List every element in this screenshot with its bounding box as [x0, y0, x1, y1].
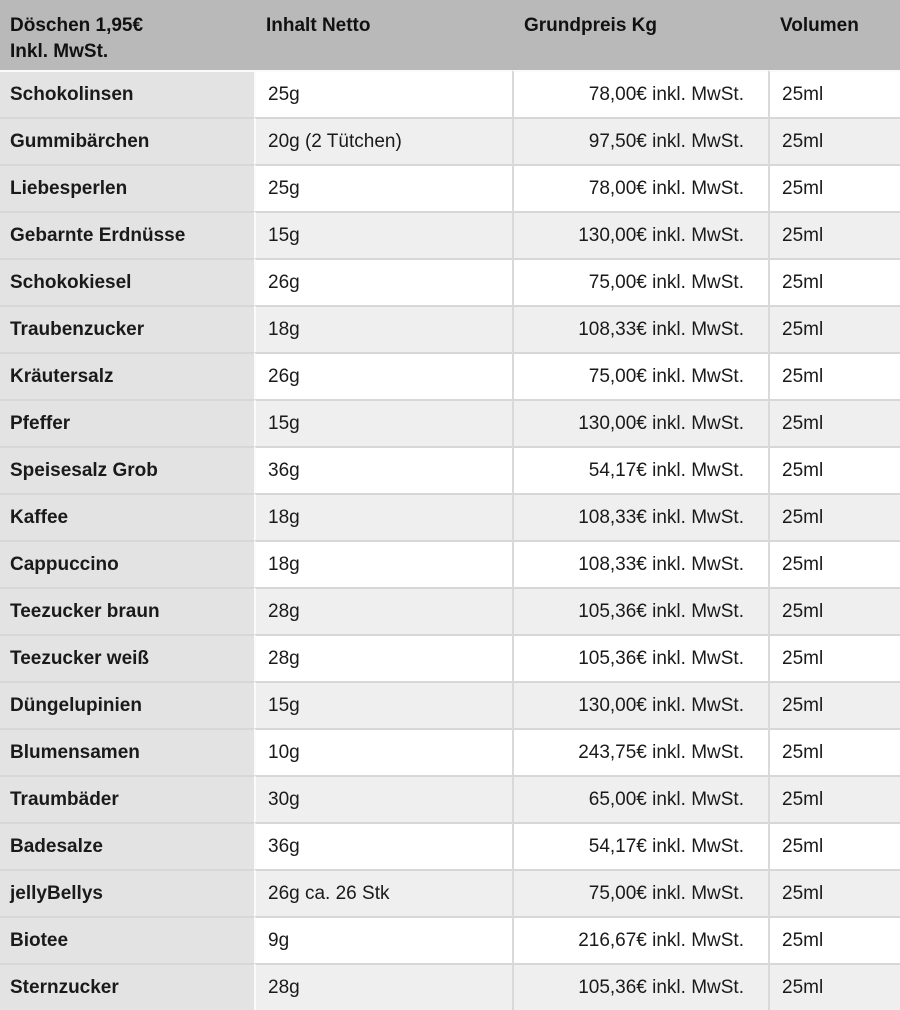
cell-grundpreis: 108,33€ inkl. MwSt. — [512, 305, 768, 352]
product-row — [0, 305, 900, 352]
cell-grundpreis: 75,00€ inkl. MwSt. — [512, 869, 768, 916]
cell-inhalt: 28g — [254, 634, 512, 681]
product-row — [0, 446, 900, 493]
cell-volumen: 25ml — [768, 446, 900, 493]
cell-volumen: 25ml — [768, 117, 900, 164]
product-row — [0, 211, 900, 258]
header-product-line1: Döschen 1,95€ — [10, 15, 144, 36]
cell-grundpreis: 105,36€ inkl. MwSt. — [512, 587, 768, 634]
cell-volumen: 25ml — [768, 728, 900, 775]
product-row — [0, 587, 900, 634]
cell-volumen: 25ml — [768, 634, 900, 681]
cell-name: Sternzucker — [0, 963, 254, 1010]
product-row — [0, 775, 900, 822]
product-row — [0, 681, 900, 728]
product-row — [0, 916, 900, 963]
product-row — [0, 164, 900, 211]
cell-name: Traumbäder — [0, 775, 254, 822]
cell-name: Gebarnte Erdnüsse — [0, 211, 254, 258]
header-cell-inhalt-netto: Inhalt Netto — [254, 0, 512, 70]
cell-name: Badesalze — [0, 822, 254, 869]
header-row — [0, 0, 900, 70]
cell-grundpreis: 108,33€ inkl. MwSt. — [512, 493, 768, 540]
cell-volumen: 25ml — [768, 70, 900, 117]
cell-inhalt: 15g — [254, 399, 512, 446]
cell-name: jellyBellys — [0, 869, 254, 916]
cell-name: Teezucker weiß — [0, 634, 254, 681]
cell-grundpreis: 130,00€ inkl. MwSt. — [512, 399, 768, 446]
cell-grundpreis: 54,17€ inkl. MwSt. — [512, 822, 768, 869]
cell-grundpreis: 105,36€ inkl. MwSt. — [512, 634, 768, 681]
table-body — [0, 70, 900, 1010]
cell-volumen: 25ml — [768, 305, 900, 352]
cell-volumen: 25ml — [768, 587, 900, 634]
cell-grundpreis: 54,17€ inkl. MwSt. — [512, 446, 768, 493]
cell-volumen: 25ml — [768, 211, 900, 258]
cell-grundpreis: 75,00€ inkl. MwSt. — [512, 258, 768, 305]
cell-volumen: 25ml — [768, 963, 900, 1010]
cell-volumen: 25ml — [768, 822, 900, 869]
cell-inhalt: 26g — [254, 258, 512, 305]
cell-name: Schokolinsen — [0, 70, 254, 117]
cell-volumen: 25ml — [768, 869, 900, 916]
cell-grundpreis: 130,00€ inkl. MwSt. — [512, 211, 768, 258]
cell-name: Teezucker braun — [0, 587, 254, 634]
cell-name: Liebesperlen — [0, 164, 254, 211]
product-row — [0, 869, 900, 916]
cell-inhalt: 18g — [254, 493, 512, 540]
cell-grundpreis: 75,00€ inkl. MwSt. — [512, 352, 768, 399]
table-header — [0, 0, 900, 70]
cell-inhalt: 20g (2 Tütchen) — [254, 117, 512, 164]
cell-volumen: 25ml — [768, 352, 900, 399]
cell-inhalt: 28g — [254, 963, 512, 1010]
cell-name: Cappuccino — [0, 540, 254, 587]
cell-grundpreis: 243,75€ inkl. MwSt. — [512, 728, 768, 775]
cell-volumen: 25ml — [768, 493, 900, 540]
cell-grundpreis: 130,00€ inkl. MwSt. — [512, 681, 768, 728]
cell-inhalt: 25g — [254, 164, 512, 211]
cell-grundpreis: 78,00€ inkl. MwSt. — [512, 70, 768, 117]
cell-name: Kaffee — [0, 493, 254, 540]
cell-name: Biotee — [0, 916, 254, 963]
cell-name: Düngelupinien — [0, 681, 254, 728]
product-row — [0, 399, 900, 446]
cell-inhalt: 26g ca. 26 Stk — [254, 869, 512, 916]
product-row — [0, 963, 900, 1010]
cell-inhalt: 15g — [254, 681, 512, 728]
header-cell-grundpreis: Grundpreis Kg — [512, 0, 768, 70]
cell-volumen: 25ml — [768, 164, 900, 211]
cell-name: Schokokiesel — [0, 258, 254, 305]
product-row — [0, 117, 900, 164]
cell-inhalt: 18g — [254, 305, 512, 352]
cell-volumen: 25ml — [768, 775, 900, 822]
cell-grundpreis: 78,00€ inkl. MwSt. — [512, 164, 768, 211]
cell-name: Traubenzucker — [0, 305, 254, 352]
product-row — [0, 822, 900, 869]
cell-name: Kräutersalz — [0, 352, 254, 399]
cell-name: Speisesalz Grob — [0, 446, 254, 493]
product-row — [0, 634, 900, 681]
cell-volumen: 25ml — [768, 916, 900, 963]
cell-volumen: 25ml — [768, 399, 900, 446]
cell-volumen: 25ml — [768, 540, 900, 587]
cell-inhalt: 9g — [254, 916, 512, 963]
cell-name: Gummibärchen — [0, 117, 254, 164]
cell-name: Pfeffer — [0, 399, 254, 446]
cell-inhalt: 25g — [254, 70, 512, 117]
product-row — [0, 728, 900, 775]
cell-grundpreis: 108,33€ inkl. MwSt. — [512, 540, 768, 587]
cell-grundpreis: 65,00€ inkl. MwSt. — [512, 775, 768, 822]
product-row — [0, 540, 900, 587]
cell-inhalt: 18g — [254, 540, 512, 587]
cell-inhalt: 36g — [254, 822, 512, 869]
cell-inhalt: 26g — [254, 352, 512, 399]
product-row — [0, 70, 900, 117]
cell-inhalt: 28g — [254, 587, 512, 634]
product-row — [0, 493, 900, 540]
cell-grundpreis: 97,50€ inkl. MwSt. — [512, 117, 768, 164]
cell-inhalt: 10g — [254, 728, 512, 775]
cell-volumen: 25ml — [768, 681, 900, 728]
cell-inhalt: 36g — [254, 446, 512, 493]
cell-grundpreis: 216,67€ inkl. MwSt. — [512, 916, 768, 963]
header-product-line2: Inkl. MwSt. — [10, 41, 109, 62]
cell-inhalt: 15g — [254, 211, 512, 258]
header-cell-volumen: Volumen — [768, 0, 900, 70]
header-cell-product — [0, 0, 254, 70]
product-row — [0, 258, 900, 305]
cell-volumen: 25ml — [768, 258, 900, 305]
product-row — [0, 352, 900, 399]
cell-name: Blumensamen — [0, 728, 254, 775]
cell-grundpreis: 105,36€ inkl. MwSt. — [512, 963, 768, 1010]
cell-inhalt: 30g — [254, 775, 512, 822]
